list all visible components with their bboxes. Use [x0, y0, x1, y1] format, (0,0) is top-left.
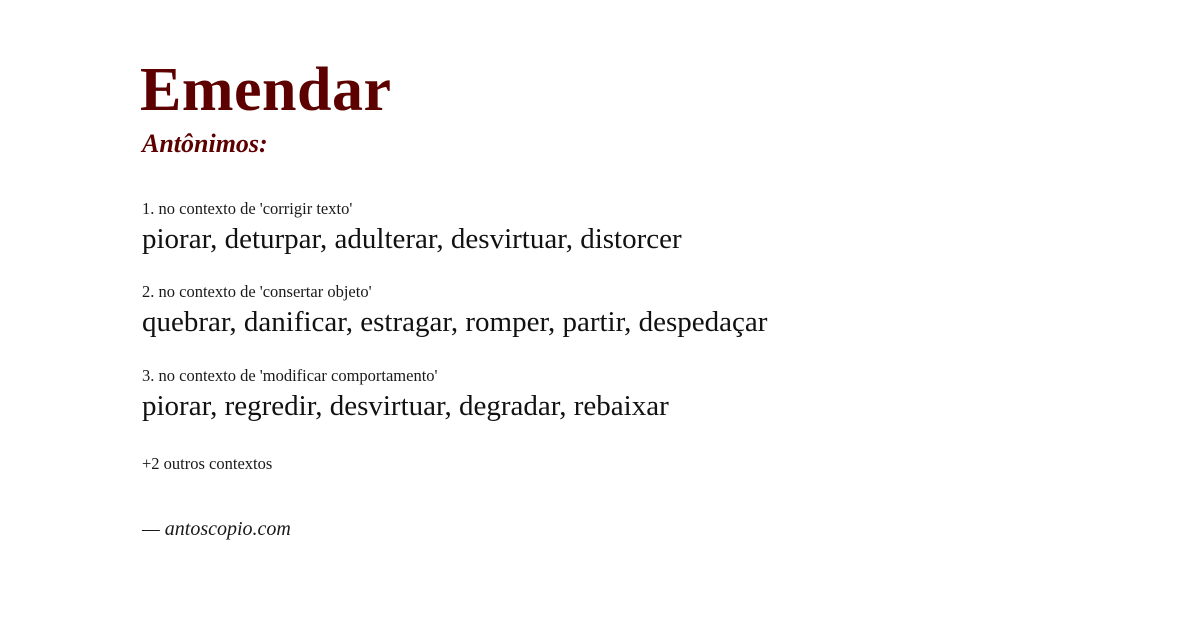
sense-antonyms: piorar, deturpar, adulterar, desvirtuar, distorcer — [142, 223, 682, 256]
sense-antonyms: piorar, regredir, desvirtuar, degradar, rebaixar — [142, 389, 669, 422]
section-subtitle: Antônimos: — [142, 129, 268, 159]
source-attribution: — antoscopio.com — [142, 517, 291, 540]
list-item — [140, 199, 1060, 257]
sense-list — [140, 199, 1060, 424]
page-title: Emendar — [140, 56, 392, 124]
sense-antonyms: quebrar, danificar, estragar, romper, partir, despedaçar — [142, 306, 768, 339]
list-item — [140, 366, 1060, 424]
sense-context: 3. no contexto de 'modificar comportamento' — [142, 365, 438, 385]
more-contexts-label: +2 outros contextos — [142, 453, 273, 473]
list-item — [140, 282, 1060, 340]
sense-context: 1. no contexto de 'corrigir texto' — [142, 199, 353, 219]
sense-context: 2. no contexto de 'consertar objeto' — [142, 282, 372, 302]
